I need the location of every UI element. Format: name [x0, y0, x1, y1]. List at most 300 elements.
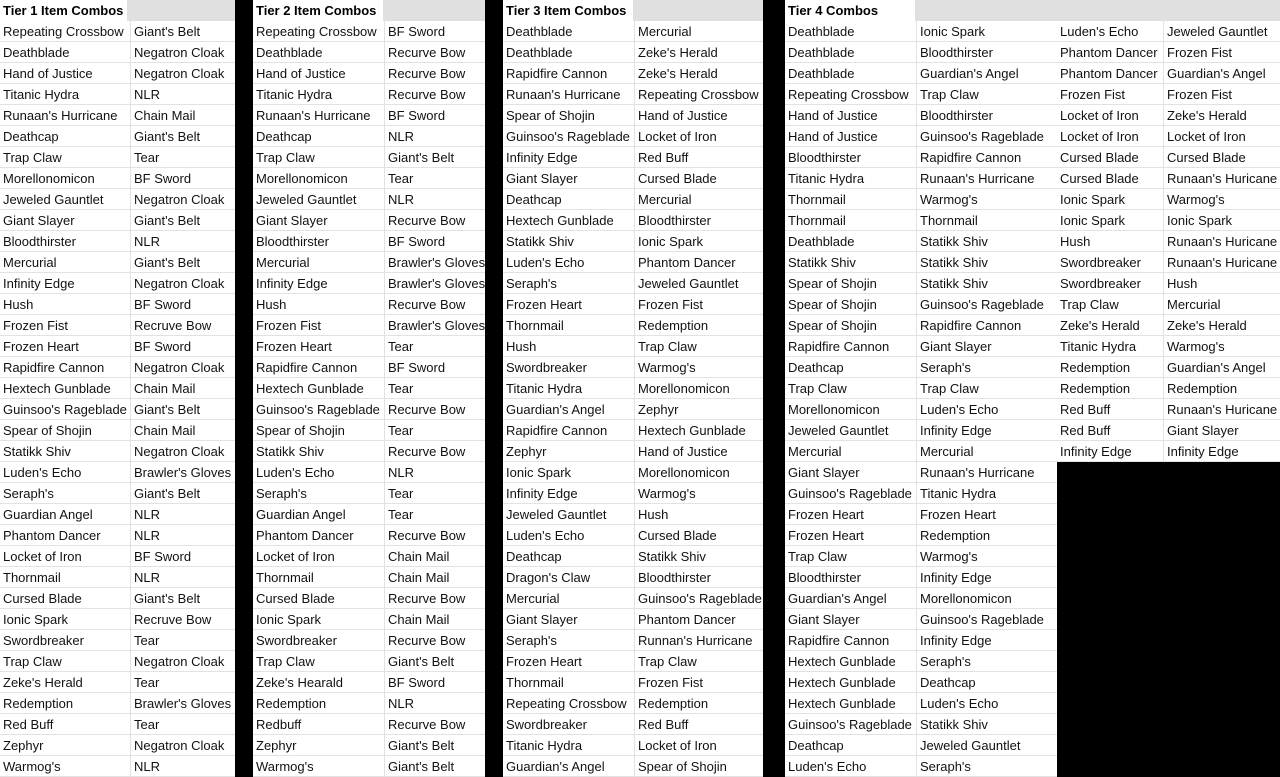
item-cell-b[interactable]: Recurve Bow	[385, 294, 485, 315]
item-cell-a[interactable]: Trap Claw	[1057, 294, 1164, 315]
item-cell-b[interactable]: Runaan's Huricane	[1164, 252, 1280, 273]
item-cell-b[interactable]: Negatron Cloak	[131, 42, 235, 63]
item-cell-a[interactable]: Trap Claw	[785, 378, 917, 399]
item-cell-b[interactable]: BF Sword	[131, 546, 235, 567]
item-cell-b[interactable]: Seraph's	[917, 756, 1057, 777]
item-cell-b[interactable]: Morellonomicon	[917, 588, 1057, 609]
item-cell-b[interactable]: Jeweled Gauntlet	[1164, 21, 1280, 42]
item-cell-b[interactable]: Redemption	[635, 315, 763, 336]
item-cell-b[interactable]: Giant's Belt	[385, 735, 485, 756]
item-cell-a[interactable]: Seraph's	[503, 273, 635, 294]
item-cell-a[interactable]: Hush	[1057, 231, 1164, 252]
item-cell-a[interactable]: Spear of Shojin	[785, 294, 917, 315]
item-cell-b[interactable]: Statikk Shiv	[917, 273, 1057, 294]
item-cell-a[interactable]: Swordbreaker	[253, 630, 385, 651]
item-cell-a[interactable]: Frozen Heart	[253, 336, 385, 357]
item-cell-a[interactable]: Morellonomicon	[0, 168, 131, 189]
item-cell-b[interactable]: Guinsoo's Rageblade	[635, 588, 763, 609]
item-cell-a[interactable]: Deathcap	[0, 126, 131, 147]
item-cell-a[interactable]: Giant Slayer	[785, 609, 917, 630]
item-cell-b[interactable]: Tear	[131, 672, 235, 693]
item-cell-b[interactable]: Giant's Belt	[385, 756, 485, 777]
item-cell-b[interactable]: Tear	[131, 147, 235, 168]
item-cell-b[interactable]: Bloodthirster	[917, 42, 1057, 63]
item-cell-a[interactable]: Luden's Echo	[503, 525, 635, 546]
item-cell-a[interactable]: Spear of Shojin	[785, 315, 917, 336]
item-cell-a[interactable]: Red Buff	[1057, 420, 1164, 441]
item-cell-a[interactable]: Titanic Hydra	[503, 378, 635, 399]
item-cell-a[interactable]: Hextech Gunblade	[253, 378, 385, 399]
item-cell-b[interactable]: BF Sword	[385, 21, 485, 42]
item-cell-a[interactable]: Deathblade	[503, 21, 635, 42]
item-cell-b[interactable]: Recurve Bow	[385, 525, 485, 546]
item-cell-a[interactable]: Trap Claw	[253, 651, 385, 672]
item-cell-a[interactable]: Phantom Dancer	[253, 525, 385, 546]
item-cell-a[interactable]: Ionic Spark	[0, 609, 131, 630]
item-cell-b[interactable]: Zeke's Herald	[635, 42, 763, 63]
item-cell-a[interactable]: Ionic Spark	[503, 462, 635, 483]
item-cell-a[interactable]: Guardian Angel	[0, 504, 131, 525]
item-cell-a[interactable]: Redemption	[253, 693, 385, 714]
item-cell-a[interactable]: Rapidfire Cannon	[503, 63, 635, 84]
item-cell-a[interactable]: Zeke's Herald	[0, 672, 131, 693]
item-cell-b[interactable]: Giant's Belt	[385, 651, 485, 672]
item-cell-b[interactable]: Deathcap	[917, 672, 1057, 693]
item-cell-a[interactable]: Deathcap	[785, 735, 917, 756]
item-cell-b[interactable]: NLR	[131, 231, 235, 252]
item-cell-a[interactable]: Guardian's Angel	[785, 588, 917, 609]
item-cell-b[interactable]: Mercurial	[1164, 294, 1280, 315]
item-cell-a[interactable]: Cursed Blade	[1057, 147, 1164, 168]
item-cell-a[interactable]: Statikk Shiv	[785, 252, 917, 273]
item-cell-a[interactable]: Spear of Shojin	[503, 105, 635, 126]
item-cell-a[interactable]: Thornmail	[253, 567, 385, 588]
item-cell-b[interactable]: Recruve Bow	[131, 315, 235, 336]
item-cell-b[interactable]: Tear	[131, 714, 235, 735]
item-cell-a[interactable]: Luden's Echo	[0, 462, 131, 483]
item-cell-a[interactable]: Warmog's	[0, 756, 131, 777]
item-cell-b[interactable]: Ionic Spark	[917, 21, 1057, 42]
item-cell-b[interactable]: Giant Slayer	[1164, 420, 1280, 441]
item-cell-a[interactable]: Deathblade	[0, 42, 131, 63]
item-cell-a[interactable]: Swordbreaker	[1057, 252, 1164, 273]
item-cell-b[interactable]: Negatron Cloak	[131, 273, 235, 294]
item-cell-b[interactable]: Frozen Fist	[635, 672, 763, 693]
item-cell-a[interactable]: Jeweled Gauntlet	[785, 420, 917, 441]
item-cell-b[interactable]: Hextech Gunblade	[635, 420, 763, 441]
item-cell-a[interactable]: Frozen Heart	[503, 294, 635, 315]
item-cell-a[interactable]: Deathcap	[503, 189, 635, 210]
item-cell-b[interactable]: Recurve Bow	[385, 399, 485, 420]
item-cell-a[interactable]: Cursed Blade	[0, 588, 131, 609]
item-cell-a[interactable]: Cursed Blade	[1057, 168, 1164, 189]
item-cell-a[interactable]: Phantom Dancer	[1057, 63, 1164, 84]
item-cell-a[interactable]: Deathcap	[503, 546, 635, 567]
item-cell-a[interactable]: Luden's Echo	[253, 462, 385, 483]
item-cell-b[interactable]: BF Sword	[385, 231, 485, 252]
item-cell-b[interactable]: Warmog's	[917, 546, 1057, 567]
item-cell-b[interactable]: Morellonomicon	[635, 462, 763, 483]
item-cell-b[interactable]: Negatron Cloak	[131, 651, 235, 672]
item-cell-a[interactable]: Guardian's Angel	[503, 399, 635, 420]
item-cell-b[interactable]: Warmog's	[1164, 189, 1280, 210]
item-cell-a[interactable]: Swordbreaker	[503, 357, 635, 378]
item-cell-a[interactable]: Titanic Hydra	[1057, 336, 1164, 357]
item-cell-b[interactable]: Jeweled Gauntlet	[635, 273, 763, 294]
item-cell-b[interactable]: NLR	[385, 462, 485, 483]
item-cell-a[interactable]: Swordbreaker	[503, 714, 635, 735]
item-cell-b[interactable]: Negatron Cloak	[131, 63, 235, 84]
item-cell-a[interactable]: Deathblade	[785, 42, 917, 63]
item-cell-a[interactable]: Seraph's	[253, 483, 385, 504]
item-cell-b[interactable]: Redemption	[917, 525, 1057, 546]
item-cell-a[interactable]: Runaan's Hurricane	[503, 84, 635, 105]
item-cell-a[interactable]: Redbuff	[253, 714, 385, 735]
item-cell-b[interactable]: Frozen Fist	[1164, 42, 1280, 63]
item-cell-b[interactable]: NLR	[385, 126, 485, 147]
item-cell-a[interactable]: Trap Claw	[0, 651, 131, 672]
item-cell-b[interactable]: Guardian's Angel	[1164, 63, 1280, 84]
item-cell-b[interactable]: BF Sword	[385, 672, 485, 693]
item-cell-a[interactable]: Thornmail	[503, 315, 635, 336]
item-cell-b[interactable]: Frozen Fist	[1164, 84, 1280, 105]
item-cell-b[interactable]: Hush	[1164, 273, 1280, 294]
item-cell-b[interactable]: Infinity Edge	[1164, 441, 1280, 462]
item-cell-a[interactable]: Thornmail	[785, 210, 917, 231]
item-cell-a[interactable]: Giant Slayer	[503, 168, 635, 189]
tier4-continued-header[interactable]	[1057, 0, 1280, 21]
item-cell-a[interactable]: Trap Claw	[0, 147, 131, 168]
item-cell-b[interactable]: Negatron Cloak	[131, 441, 235, 462]
item-cell-b[interactable]: Statikk Shiv	[917, 231, 1057, 252]
item-cell-a[interactable]: Red Buff	[1057, 399, 1164, 420]
item-cell-a[interactable]: Titanic Hydra	[0, 84, 131, 105]
item-cell-a[interactable]: Warmog's	[253, 756, 385, 777]
item-cell-a[interactable]: Trap Claw	[785, 546, 917, 567]
item-cell-a[interactable]: Statikk Shiv	[503, 231, 635, 252]
item-cell-b[interactable]: Brawler's Gloves	[131, 693, 235, 714]
item-cell-a[interactable]: Thornmail	[785, 189, 917, 210]
item-cell-a[interactable]: Frozen Heart	[785, 504, 917, 525]
item-cell-b[interactable]: NLR	[131, 567, 235, 588]
item-cell-a[interactable]: Hush	[0, 294, 131, 315]
item-cell-b[interactable]: Giant Slayer	[917, 336, 1057, 357]
item-cell-b[interactable]: Negatron Cloak	[131, 357, 235, 378]
item-cell-a[interactable]: Frozen Heart	[0, 336, 131, 357]
item-cell-a[interactable]: Spear of Shojin	[253, 420, 385, 441]
item-cell-b[interactable]: Tear	[385, 504, 485, 525]
item-cell-b[interactable]: Infinity Edge	[917, 630, 1057, 651]
item-cell-a[interactable]: Hextech Gunblade	[0, 378, 131, 399]
item-cell-b[interactable]: Tear	[131, 630, 235, 651]
item-cell-b[interactable]: Infinity Edge	[917, 420, 1057, 441]
item-cell-a[interactable]: Runaan's Hurricane	[0, 105, 131, 126]
item-cell-b[interactable]: Frozen Heart	[917, 504, 1057, 525]
item-cell-b[interactable]: Runaan's Huricane	[1164, 168, 1280, 189]
item-cell-a[interactable]: Runaan's Hurricane	[253, 105, 385, 126]
tier2-header[interactable]	[253, 0, 485, 21]
item-cell-a[interactable]: Redemption	[1057, 378, 1164, 399]
item-cell-a[interactable]: Guardian's Angel	[503, 756, 635, 777]
item-cell-b[interactable]: NLR	[131, 756, 235, 777]
item-cell-b[interactable]: Brawler's Gloves	[385, 273, 485, 294]
item-cell-b[interactable]: Brawler's Gloves	[131, 462, 235, 483]
item-cell-b[interactable]: Warmog's	[635, 357, 763, 378]
item-cell-a[interactable]: Deathcap	[253, 126, 385, 147]
item-cell-b[interactable]: Statikk Shiv	[917, 714, 1057, 735]
item-cell-b[interactable]: Zephyr	[635, 399, 763, 420]
item-cell-b[interactable]: NLR	[385, 189, 485, 210]
item-cell-b[interactable]: Recurve Bow	[385, 210, 485, 231]
item-cell-a[interactable]: Cursed Blade	[253, 588, 385, 609]
item-cell-b[interactable]: NLR	[131, 504, 235, 525]
item-cell-b[interactable]: Trap Claw	[635, 336, 763, 357]
item-cell-a[interactable]: Thornmail	[0, 567, 131, 588]
item-cell-a[interactable]: Guinsoo's Rageblade	[785, 714, 917, 735]
item-cell-b[interactable]: BF Sword	[131, 168, 235, 189]
item-cell-b[interactable]: Giant's Belt	[131, 252, 235, 273]
item-cell-b[interactable]: Zeke's Herald	[1164, 315, 1280, 336]
item-cell-a[interactable]: Guinsoo's Rageblade	[0, 399, 131, 420]
item-cell-b[interactable]: Runnan's Hurricane	[635, 630, 763, 651]
item-cell-a[interactable]: Guinsoo's Rageblade	[503, 126, 635, 147]
item-cell-a[interactable]: Jeweled Gauntlet	[503, 504, 635, 525]
item-cell-a[interactable]: Repeating Crossbow	[0, 21, 131, 42]
item-cell-b[interactable]: Frozen Fist	[635, 294, 763, 315]
item-cell-a[interactable]: Infinity Edge	[1057, 441, 1164, 462]
item-cell-b[interactable]: Red Buff	[635, 714, 763, 735]
item-cell-a[interactable]: Mercurial	[253, 252, 385, 273]
item-cell-b[interactable]: Recurve Bow	[385, 630, 485, 651]
item-cell-a[interactable]: Jeweled Gauntlet	[0, 189, 131, 210]
item-cell-b[interactable]: Runaan's Huricane	[1164, 399, 1280, 420]
tier1-header[interactable]	[0, 0, 235, 21]
item-cell-a[interactable]: Rapidfire Cannon	[253, 357, 385, 378]
item-cell-a[interactable]: Frozen Fist	[253, 315, 385, 336]
item-cell-a[interactable]: Phantom Dancer	[1057, 42, 1164, 63]
item-cell-b[interactable]: Brawler's Gloves	[385, 252, 485, 273]
item-cell-a[interactable]: Hand of Justice	[785, 105, 917, 126]
item-cell-b[interactable]: BF Sword	[131, 294, 235, 315]
item-cell-b[interactable]: Recurve Bow	[385, 714, 485, 735]
item-cell-b[interactable]: BF Sword	[385, 357, 485, 378]
item-cell-a[interactable]: Hextech Gunblade	[785, 693, 917, 714]
item-cell-b[interactable]: Giant's Belt	[131, 483, 235, 504]
item-cell-a[interactable]: Bloodthirster	[785, 567, 917, 588]
item-cell-b[interactable]: Chain Mail	[131, 420, 235, 441]
item-cell-a[interactable]: Dragon's Claw	[503, 567, 635, 588]
item-cell-b[interactable]: Redemption	[635, 693, 763, 714]
item-cell-b[interactable]: Trap Claw	[635, 651, 763, 672]
item-cell-b[interactable]: Mercurial	[635, 21, 763, 42]
item-cell-a[interactable]: Swordbreaker	[0, 630, 131, 651]
item-cell-a[interactable]: Statikk Shiv	[0, 441, 131, 462]
item-cell-b[interactable]: Tear	[385, 336, 485, 357]
item-cell-b[interactable]: Red Buff	[635, 147, 763, 168]
item-cell-a[interactable]: Infinity Edge	[0, 273, 131, 294]
item-cell-b[interactable]: Bloodthirster	[635, 210, 763, 231]
item-cell-a[interactable]: Mercurial	[785, 441, 917, 462]
item-cell-a[interactable]: Zeke's Hearald	[253, 672, 385, 693]
item-cell-a[interactable]: Rapidfire Cannon	[503, 420, 635, 441]
item-cell-a[interactable]: Swordbreaker	[1057, 273, 1164, 294]
item-cell-b[interactable]: Guinsoo's Rageblade	[917, 294, 1057, 315]
item-cell-b[interactable]: Recurve Bow	[385, 84, 485, 105]
item-cell-a[interactable]: Bloodthirster	[253, 231, 385, 252]
item-cell-b[interactable]: Trap Claw	[917, 84, 1057, 105]
item-cell-a[interactable]: Ionic Spark	[1057, 189, 1164, 210]
item-cell-a[interactable]: Hand of Justice	[785, 126, 917, 147]
item-cell-b[interactable]: Ionic Spark	[635, 231, 763, 252]
item-cell-a[interactable]: Ionic Spark	[1057, 210, 1164, 231]
item-cell-a[interactable]: Locket of Iron	[253, 546, 385, 567]
item-cell-b[interactable]: Repeating Crossbow	[635, 84, 763, 105]
item-cell-a[interactable]: Repeating Crossbow	[503, 693, 635, 714]
item-cell-b[interactable]: Statikk Shiv	[635, 546, 763, 567]
item-cell-b[interactable]: Thornmail	[917, 210, 1057, 231]
item-cell-b[interactable]: Giant's Belt	[131, 588, 235, 609]
item-cell-a[interactable]: Redemption	[0, 693, 131, 714]
item-cell-a[interactable]: Locket of Iron	[0, 546, 131, 567]
item-cell-b[interactable]: Hand of Justice	[635, 105, 763, 126]
item-cell-b[interactable]: Hush	[635, 504, 763, 525]
item-cell-b[interactable]: Luden's Echo	[917, 693, 1057, 714]
item-cell-a[interactable]: Zephyr	[253, 735, 385, 756]
item-cell-a[interactable]: Deathblade	[785, 21, 917, 42]
item-cell-a[interactable]: Seraph's	[503, 630, 635, 651]
item-cell-a[interactable]: Zeke's Herald	[1057, 315, 1164, 336]
item-cell-a[interactable]: Infinity Edge	[503, 483, 635, 504]
item-cell-a[interactable]: Titanic Hydra	[785, 168, 917, 189]
item-cell-a[interactable]: Giant Slayer	[785, 462, 917, 483]
item-cell-b[interactable]: Locket of Iron	[635, 126, 763, 147]
item-cell-a[interactable]: Giant Slayer	[503, 609, 635, 630]
item-cell-a[interactable]: Hextech Gunblade	[785, 672, 917, 693]
item-cell-b[interactable]: NLR	[131, 84, 235, 105]
item-cell-b[interactable]: Hand of Justice	[635, 441, 763, 462]
item-cell-b[interactable]: Spear of Shojin	[635, 756, 763, 777]
item-cell-a[interactable]: Luden's Echo	[503, 252, 635, 273]
item-cell-b[interactable]: Runaan's Hurricane	[917, 462, 1057, 483]
item-cell-a[interactable]: Rapidfire Cannon	[785, 630, 917, 651]
item-cell-a[interactable]: Repeating Crossbow	[253, 21, 385, 42]
item-cell-a[interactable]: Trap Claw	[253, 147, 385, 168]
item-cell-b[interactable]: Giant's Belt	[131, 210, 235, 231]
item-cell-a[interactable]: Guinsoo's Rageblade	[253, 399, 385, 420]
item-cell-a[interactable]: Hand of Justice	[0, 63, 131, 84]
item-cell-b[interactable]: Recurve Bow	[385, 441, 485, 462]
item-cell-b[interactable]: NLR	[131, 525, 235, 546]
item-cell-a[interactable]: Infinity Edge	[503, 147, 635, 168]
item-cell-a[interactable]: Ionic Spark	[253, 609, 385, 630]
item-cell-b[interactable]: Giant's Belt	[131, 399, 235, 420]
item-cell-b[interactable]: Brawler's Gloves	[385, 315, 485, 336]
item-cell-b[interactable]: Recurve Bow	[385, 63, 485, 84]
item-cell-b[interactable]: Guinsoo's Rageblade	[917, 126, 1057, 147]
item-cell-a[interactable]: Hand of Justice	[253, 63, 385, 84]
item-cell-a[interactable]: Seraph's	[0, 483, 131, 504]
item-cell-a[interactable]: Morellonomicon	[253, 168, 385, 189]
item-cell-b[interactable]: Rapidfire Cannon	[917, 315, 1057, 336]
item-cell-a[interactable]: Guinsoo's Rageblade	[785, 483, 917, 504]
item-cell-b[interactable]: Infinity Edge	[917, 567, 1057, 588]
item-cell-a[interactable]: Titanic Hydra	[503, 735, 635, 756]
item-cell-b[interactable]: Warmog's	[917, 189, 1057, 210]
item-cell-b[interactable]: Chain Mail	[385, 567, 485, 588]
item-cell-b[interactable]: Chain Mail	[385, 609, 485, 630]
item-cell-b[interactable]: Negatron Cloak	[131, 189, 235, 210]
item-cell-b[interactable]: Jeweled Gauntlet	[917, 735, 1057, 756]
item-cell-b[interactable]: BF Sword	[131, 336, 235, 357]
item-cell-b[interactable]: Giant's Belt	[131, 21, 235, 42]
item-cell-b[interactable]: Rapidfire Cannon	[917, 147, 1057, 168]
item-cell-a[interactable]: Hush	[503, 336, 635, 357]
item-cell-b[interactable]: Trap Claw	[917, 378, 1057, 399]
item-cell-b[interactable]: Runaan's Huricane	[1164, 231, 1280, 252]
item-cell-a[interactable]: Bloodthirster	[785, 147, 917, 168]
item-cell-b[interactable]: Cursed Blade	[1164, 147, 1280, 168]
item-cell-a[interactable]: Deathblade	[785, 63, 917, 84]
item-cell-b[interactable]: Cursed Blade	[635, 525, 763, 546]
item-cell-b[interactable]: BF Sword	[385, 105, 485, 126]
item-cell-a[interactable]: Rapidfire Cannon	[0, 357, 131, 378]
item-cell-b[interactable]: Mercurial	[917, 441, 1057, 462]
item-cell-b[interactable]: Warmog's	[1164, 336, 1280, 357]
item-cell-a[interactable]: Morellonomicon	[785, 399, 917, 420]
item-cell-b[interactable]: Chain Mail	[131, 378, 235, 399]
item-cell-b[interactable]: Tear	[385, 483, 485, 504]
item-cell-b[interactable]: Chain Mail	[131, 105, 235, 126]
item-cell-a[interactable]: Red Buff	[0, 714, 131, 735]
item-cell-b[interactable]: Phantom Dancer	[635, 609, 763, 630]
item-cell-b[interactable]: Ionic Spark	[1164, 210, 1280, 231]
item-cell-b[interactable]: Guardian's Angel	[1164, 357, 1280, 378]
item-cell-a[interactable]: Hush	[253, 294, 385, 315]
item-cell-b[interactable]: Locket of Iron	[1164, 126, 1280, 147]
item-cell-a[interactable]: Mercurial	[0, 252, 131, 273]
item-cell-b[interactable]: Giant's Belt	[131, 126, 235, 147]
item-cell-a[interactable]: Zephyr	[503, 441, 635, 462]
item-cell-b[interactable]: Warmog's	[635, 483, 763, 504]
item-cell-b[interactable]: Negatron Cloak	[131, 735, 235, 756]
item-cell-b[interactable]: Luden's Echo	[917, 399, 1057, 420]
item-cell-b[interactable]: Bloodthirster	[635, 567, 763, 588]
tier4-header[interactable]	[785, 0, 1057, 21]
item-cell-a[interactable]: Luden's Echo	[785, 756, 917, 777]
item-cell-a[interactable]: Statikk Shiv	[253, 441, 385, 462]
item-cell-b[interactable]: Mercurial	[635, 189, 763, 210]
item-cell-b[interactable]: Morellonomicon	[635, 378, 763, 399]
item-cell-b[interactable]: Zeke's Herald	[1164, 105, 1280, 126]
item-cell-a[interactable]: Locket of Iron	[1057, 105, 1164, 126]
item-cell-a[interactable]: Frozen Heart	[785, 525, 917, 546]
item-cell-b[interactable]: Bloodthirster	[917, 105, 1057, 126]
item-cell-b[interactable]: Giant's Belt	[385, 147, 485, 168]
item-cell-a[interactable]: Jeweled Gauntlet	[253, 189, 385, 210]
tier3-header[interactable]	[503, 0, 763, 21]
item-cell-b[interactable]: Locket of Iron	[635, 735, 763, 756]
item-cell-b[interactable]: Cursed Blade	[635, 168, 763, 189]
item-cell-b[interactable]: Tear	[385, 378, 485, 399]
item-cell-a[interactable]: Deathcap	[785, 357, 917, 378]
item-cell-a[interactable]: Deathblade	[503, 42, 635, 63]
item-cell-b[interactable]: Tear	[385, 168, 485, 189]
item-cell-a[interactable]: Frozen Fist	[1057, 84, 1164, 105]
item-cell-b[interactable]: Recurve Bow	[385, 42, 485, 63]
item-cell-a[interactable]: Mercurial	[503, 588, 635, 609]
item-cell-b[interactable]: Zeke's Herald	[635, 63, 763, 84]
item-cell-a[interactable]: Spear of Shojin	[0, 420, 131, 441]
